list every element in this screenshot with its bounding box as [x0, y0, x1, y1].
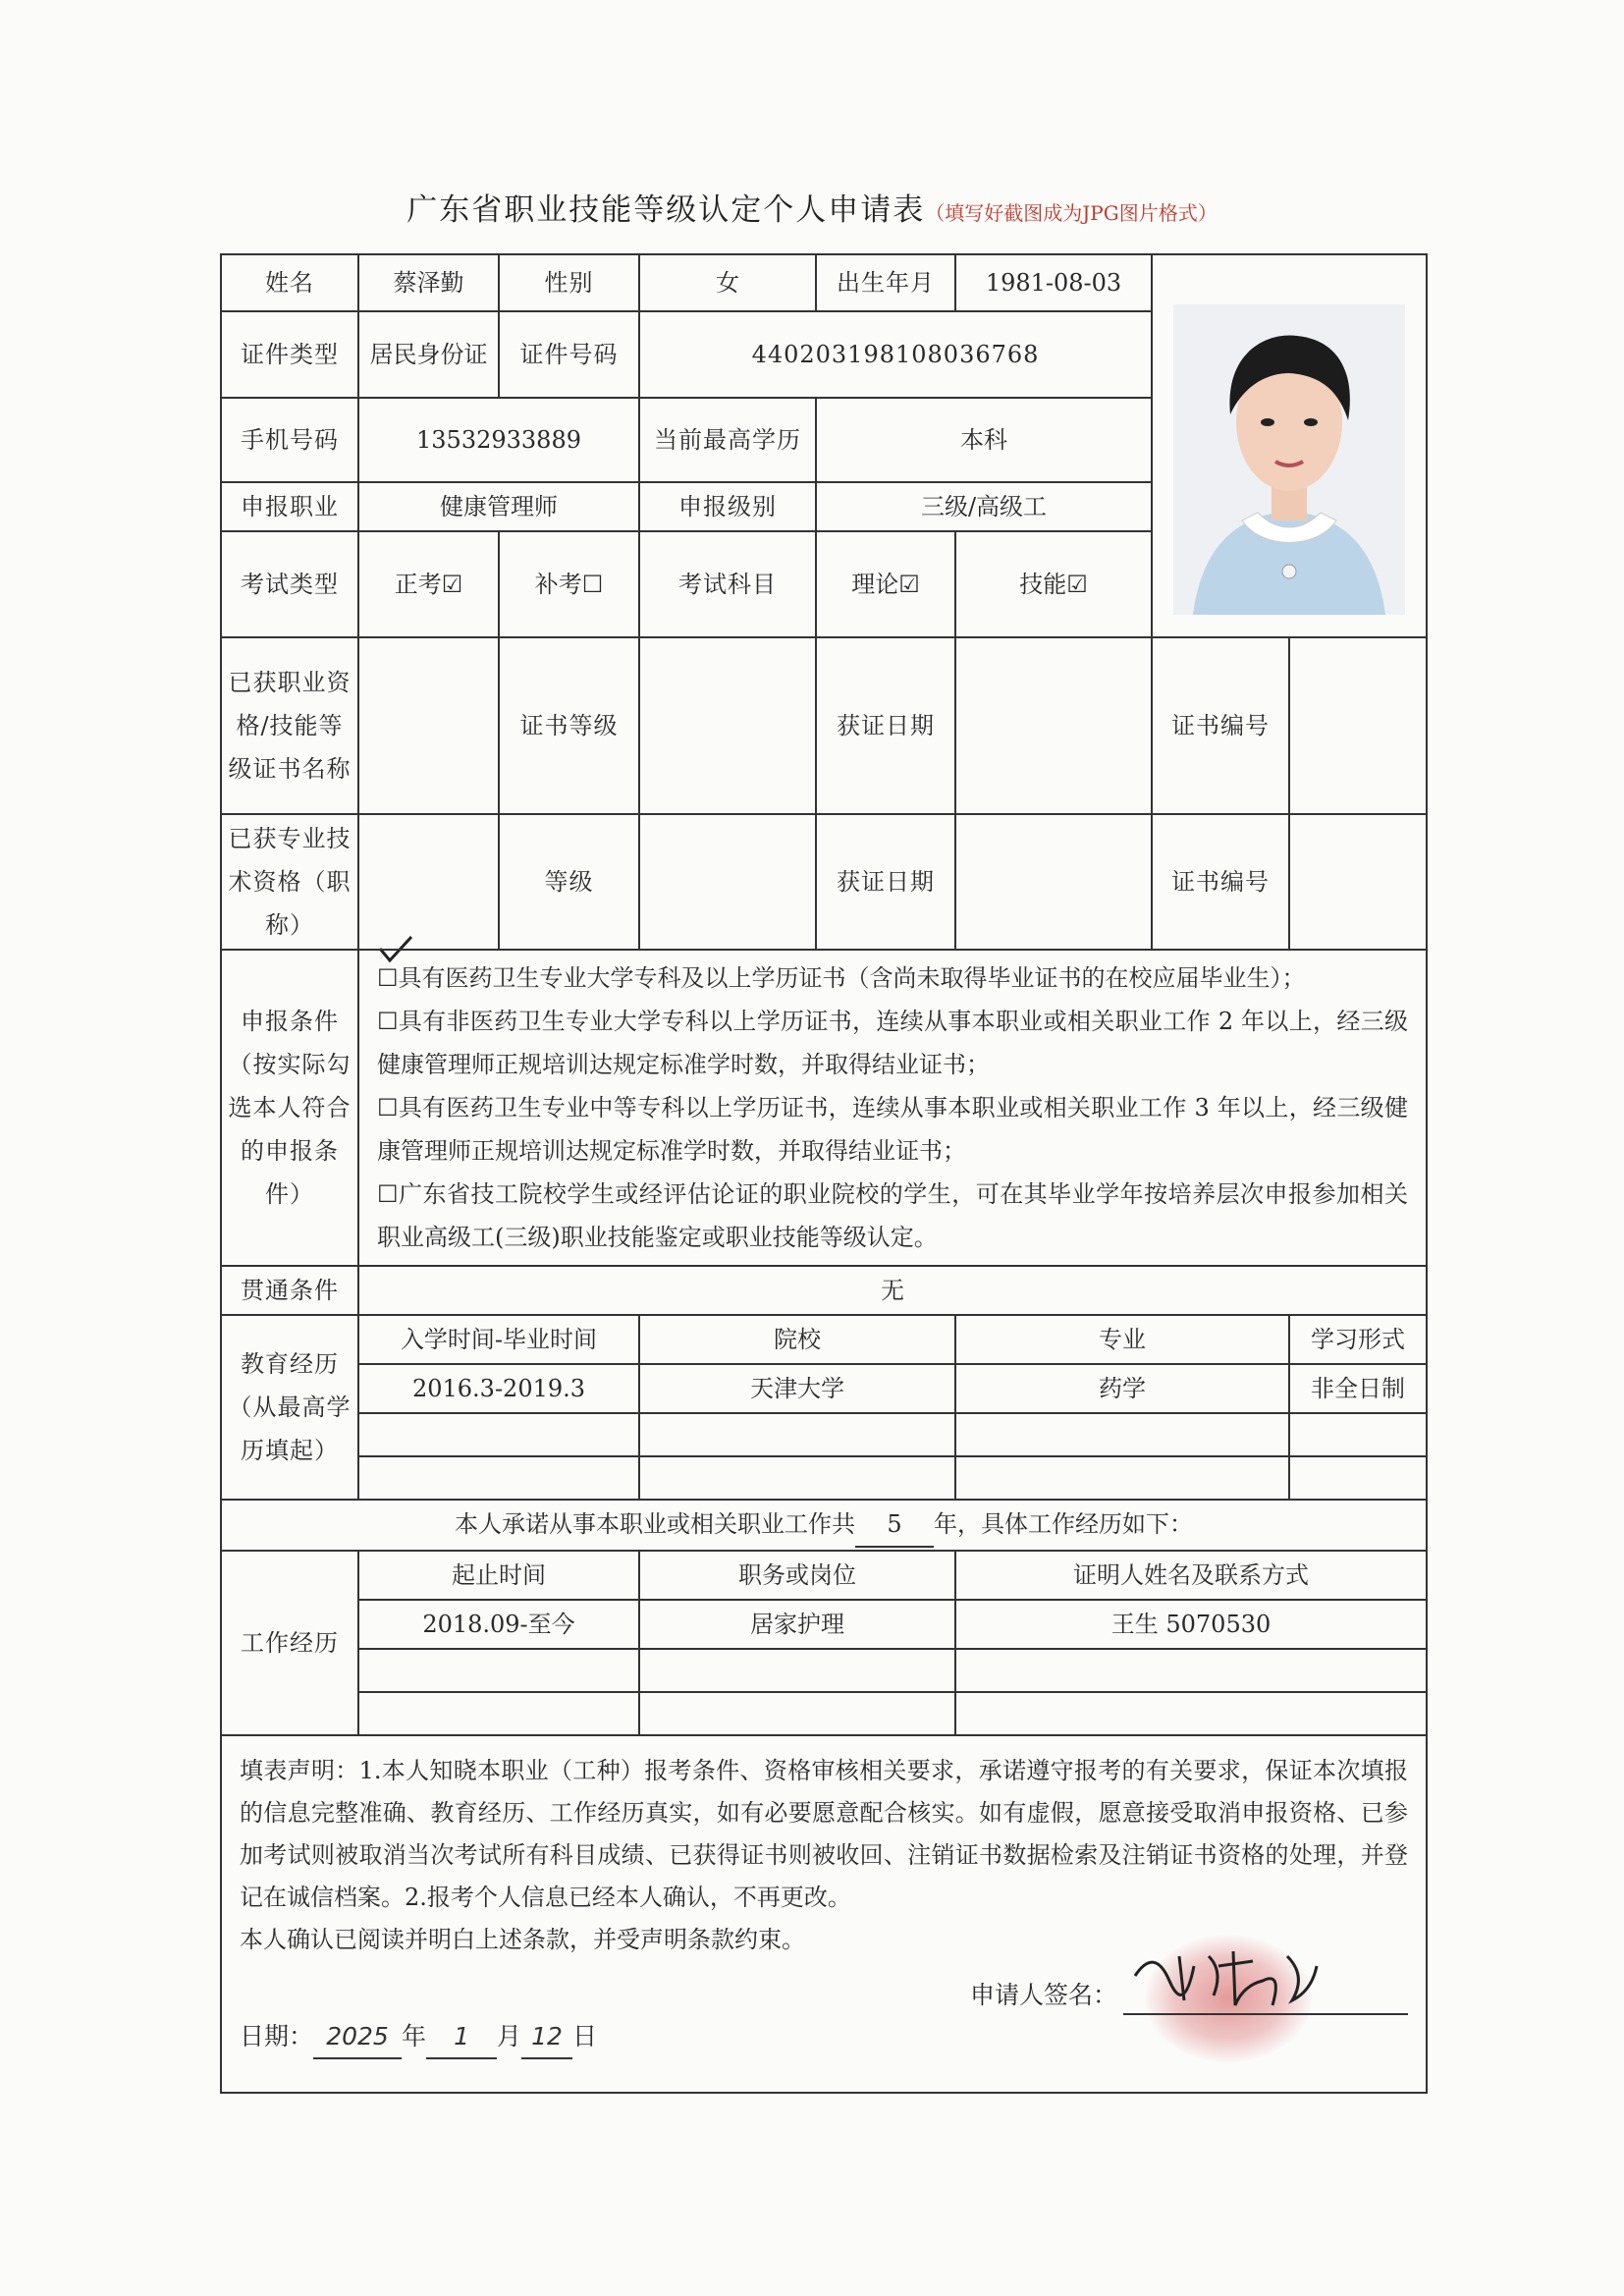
label-birth: 出生年月: [816, 254, 955, 311]
commit-suffix: 年，具体工作经历如下：: [934, 1510, 1193, 1538]
label-name: 姓名: [221, 254, 358, 311]
condition-item: ☐具有医药卫生专业大学专科及以上学历证书（含尚未取得毕业证书的在校应届毕业生）；: [377, 964, 1306, 992]
label-exam-type: 考试类型: [221, 531, 358, 637]
work-time: 2018.09-至今: [358, 1600, 639, 1649]
label-conditions: 申报条件（按实际勾选本人符合的申报条件）: [221, 950, 358, 1266]
table-row: [221, 1413, 1427, 1456]
signature-area: [222, 1964, 1426, 2092]
work-header-time: 起止时间: [358, 1551, 639, 1600]
label-title-level: 等级: [499, 814, 639, 950]
label-work-history: 工作经历: [221, 1551, 358, 1735]
form-title: [0, 185, 1624, 229]
exam-skill: 技能☑: [955, 531, 1152, 637]
date-day-unit: 日: [572, 2022, 598, 2050]
value-title-no: [1289, 814, 1427, 950]
form-title-text: 广东省职业技能等级认定个人申请表: [406, 192, 926, 228]
applicant-photo: [1173, 304, 1405, 615]
value-phone: 13532933889: [358, 398, 639, 482]
label-cert-name: 已获职业资格/技能等级证书名称: [221, 637, 358, 814]
value-job: 健康管理师: [358, 482, 639, 531]
edu-major: 药学: [955, 1364, 1289, 1413]
declaration-text: 填表声明：1.本人知晓本职业（工种）报考条件、资格审核相关要求，承诺遵守报考的有关要求，保证本次填报的信息完整准确、教育经历、工作经历真实，如有必要愿意配合核实。如有虚假，愿意接受取消申报资格、已参加考试则被取消当次考试所有科目成绩、已获得证书则被收回、注销证书数据检索及注销证书资格的处理，并登记在诚信档案。2.报考个人信息已经本人确认，不再更改。: [240, 1757, 1408, 1911]
exam-theory: 理论☑: [816, 531, 955, 637]
condition-item: ☐具有医药卫生专业中等专科以上学历证书，连续从事本职业或相关职业工作 3 年以上，经三级健康管理师正规培训达规定标准学时数，并取得结业证书；: [377, 1094, 1408, 1165]
condition-item: ☐广东省技工院校学生或经评估论证的职业院校的学生，可在其毕业学年按培养层次申报参加相关职业高级工(三级)职业技能鉴定或职业技能等级认定。: [377, 1180, 1408, 1251]
label-through: 贯通条件: [221, 1266, 358, 1315]
value-education: 本科: [816, 398, 1152, 482]
edu-header-school: 院校: [639, 1315, 955, 1364]
value-gender: 女: [639, 254, 816, 311]
label-phone: 手机号码: [221, 398, 358, 482]
declaration: [221, 1735, 1427, 2093]
portrait-icon: [1173, 304, 1405, 615]
commit-years: 5: [855, 1503, 934, 1548]
label-education: 当前最高学历: [639, 398, 816, 482]
date-year: 2025: [313, 2015, 402, 2059]
label-edu-history: 教育经历（从最高学历填起）: [221, 1315, 358, 1500]
table-row: [221, 1364, 1427, 1413]
work-header-position: 职务或岗位: [639, 1551, 955, 1600]
value-title-cert: [358, 814, 499, 950]
value-cert-name: [358, 637, 499, 814]
work-header-reference: 证明人姓名及联系方式: [955, 1551, 1427, 1600]
edu-header-form: 学习形式: [1289, 1315, 1427, 1364]
date-day: 12: [521, 2015, 572, 2059]
exam-makeup: 补考☐: [499, 531, 639, 637]
conditions-list: [358, 950, 1427, 1266]
value-title-date: [955, 814, 1152, 950]
value-id-type: 居民身份证: [358, 311, 499, 398]
label-job: 申报职业: [221, 482, 358, 531]
application-form: [220, 253, 1428, 2094]
label-cert-level: 证书等级: [499, 637, 639, 814]
label-cert-date: 获证日期: [816, 637, 955, 814]
commit-prefix: 本人承诺从事本职业或相关职业工作共: [455, 1510, 855, 1538]
value-through: 无: [358, 1266, 1427, 1315]
work-commitment: [221, 1500, 1427, 1551]
edu-school: 天津大学: [639, 1364, 955, 1413]
label-title-no: 证书编号: [1152, 814, 1289, 950]
signature-line: [1123, 2013, 1408, 2015]
label-title-date: 获证日期: [816, 814, 955, 950]
table-row: [221, 1692, 1427, 1735]
exam-regular: 正考☑: [358, 531, 499, 637]
title-note: （填写好截图成为JPG图片格式）: [925, 201, 1218, 225]
value-birth: 1981-08-03: [955, 254, 1152, 311]
value-name: 蔡泽勤: [358, 254, 499, 311]
value-level: 三级/高级工: [816, 482, 1152, 531]
value-id-no: 440203198108036768: [639, 311, 1152, 398]
date-year-unit: 年: [402, 2022, 427, 2050]
date-area: [240, 2015, 597, 2059]
label-exam-subject: 考试科目: [639, 531, 816, 637]
label-id-no: 证件号码: [499, 311, 639, 398]
label-level: 申报级别: [639, 482, 816, 531]
handwritten-signature-icon: [1125, 1937, 1322, 2015]
condition-item: ☐具有非医药卫生专业大学专科以上学历证书，连续从事本职业或相关职业工作 2 年以上，经三级健康管理师正规培训达规定标准学时数，并取得结业证书；: [377, 1008, 1408, 1078]
value-cert-no: [1289, 637, 1427, 814]
label-title-cert: 已获专业技术资格（职称）: [221, 814, 358, 950]
label-id-type: 证件类型: [221, 311, 358, 398]
work-position: 居家护理: [639, 1600, 955, 1649]
edu-header-time: 入学时间-毕业时间: [358, 1315, 639, 1364]
label-gender: 性别: [499, 254, 639, 311]
value-cert-level: [639, 637, 816, 814]
table-row: [221, 1456, 1427, 1500]
signature-label: 申请人签名：: [970, 1981, 1118, 2009]
date-label: 日期：: [240, 2022, 314, 2050]
label-cert-no: 证书编号: [1152, 637, 1289, 814]
value-title-level: [639, 814, 816, 950]
edu-time: 2016.3-2019.3: [358, 1364, 639, 1413]
date-month: 1: [426, 2015, 497, 2059]
edu-form: 非全日制: [1289, 1364, 1427, 1413]
table-row: [221, 1600, 1427, 1649]
photo-cell: [1152, 254, 1427, 637]
declaration-confirm: 本人确认已阅读并明白上述条款，并受声明条款约束。: [240, 1926, 805, 1953]
edu-header-major: 专业: [955, 1315, 1289, 1364]
value-cert-date: [955, 637, 1152, 814]
table-row: [221, 1649, 1427, 1692]
date-month-unit: 月: [497, 2022, 522, 2050]
work-reference: 王生 5070530: [955, 1600, 1427, 1649]
